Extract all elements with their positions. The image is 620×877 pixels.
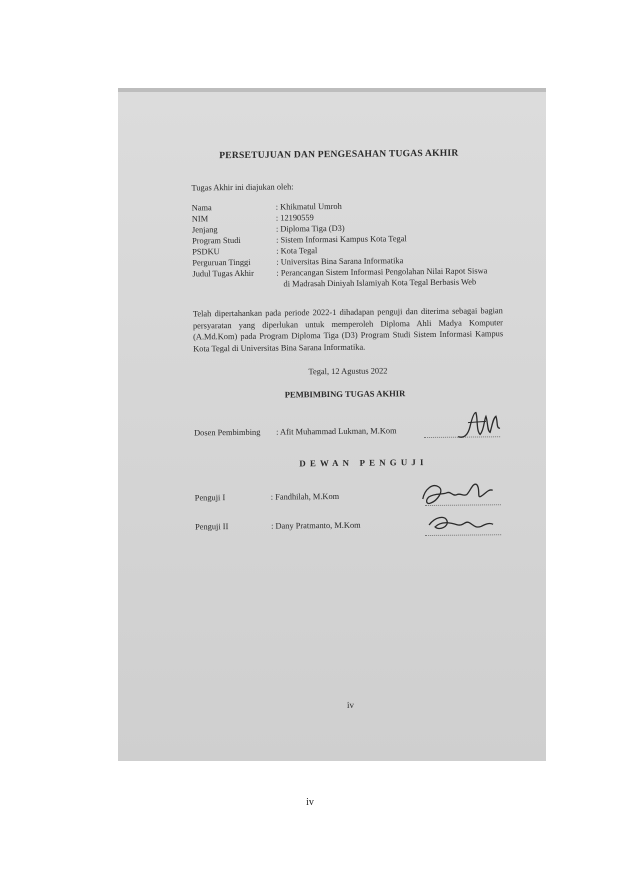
inner-page-number: iv [346, 699, 355, 710]
field-label-jenjang: Jenjang [191, 225, 218, 235]
field-value-program-studi: : Sistem Informasi Kampus Kota Tegal [276, 234, 407, 245]
place-date: Tegal, 12 Agustus 2022 [308, 366, 388, 377]
penguji-heading: DEWAN PENGUJI [299, 457, 428, 469]
field-label-perguruan-tinggi: Perguruan Tinggi [192, 257, 251, 268]
pembimbing-signature [456, 408, 502, 442]
field-label-program-studi: Program Studi [192, 235, 241, 246]
penguji-2-value: : Dany Pratmanto, M.Kom [271, 520, 361, 531]
document-sheet [118, 88, 546, 761]
field-label-nama: Nama [191, 203, 212, 213]
field-label-judul: Judul Tugas Akhir [192, 268, 254, 279]
field-value-judul-line2: di Madrasah Diniyah Islamiyah Kota Tegal Berbasis Web [283, 277, 477, 289]
page-number: iv [306, 797, 314, 808]
penguji-1-signature [419, 478, 499, 509]
field-value-jenjang: : Diploma Tiga (D3) [275, 223, 345, 234]
field-value-psdku: : Kota Tegal [276, 246, 318, 256]
penguji-1-label: Penguji I [194, 493, 226, 503]
scanned-page-photo [118, 88, 546, 761]
pembimbing-heading: PEMBIMBING TUGAS AKHIR [284, 388, 406, 400]
field-value-nama: : Khikmatul Umroh [275, 201, 342, 212]
field-label-nim: NIM [191, 214, 209, 224]
approval-paragraph: Telah dipertahankan pada periode 2022-1 dihadapan penguji dan diterima sebagai bagian persyaratan yang diperlukan untuk memperoleh Diploma Ahli Madya Komputer (A.Md.Kom) pada Program Diploma Tiga (D3) Program Studi Sistem Informasi Kampus Kota Tegal di Universitas Bina Sarana Informatika. [192, 306, 504, 353]
penguji-2-signature [425, 508, 497, 535]
field-value-perguruan-tinggi: : Universitas Bina Sarana Informatika [276, 256, 404, 267]
intro-text: Tugas Akhir ini diajukan oleh: [191, 182, 294, 193]
field-label-psdku: PSDKU [192, 247, 220, 257]
penguji-1-value: : Fandhilah, M.Kom [270, 491, 340, 502]
field-value-nim: : 12190559 [275, 213, 314, 223]
pembimbing-label: Dosen Pembimbing [194, 427, 261, 438]
document-title: PERSETUJUAN DAN PENGESAHAN TUGAS AKHIR [219, 147, 459, 162]
field-value-judul: : Perancangan Sistem Informasi Pengolahan Nilai Rapot Siswa [276, 266, 488, 278]
pembimbing-value: : Afit Muhammad Lukman, M.Kom [276, 426, 397, 437]
penguji-2-label: Penguji II [195, 522, 229, 532]
